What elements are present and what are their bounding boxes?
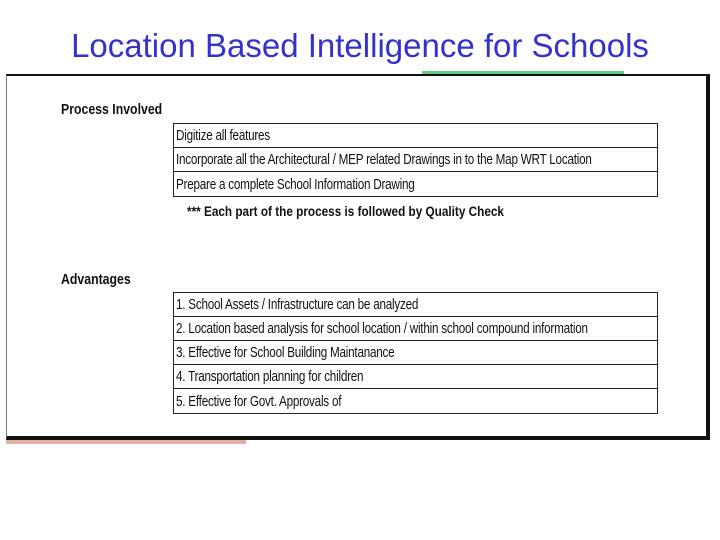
process-item: Prepare a complete School Information Drawing [176, 175, 415, 193]
advantage-item: 5. Effective for Govt. Approvals of [176, 392, 342, 410]
table-row [174, 172, 657, 196]
process-item: Incorporate all the Architectural / MEP related Drawings in to the Map WRT Location [176, 151, 592, 168]
process-heading: Process Involved [61, 101, 163, 118]
table-row [174, 124, 657, 148]
table-row [174, 293, 657, 317]
table-row [174, 341, 657, 365]
table-row [174, 389, 657, 413]
content-panel [6, 74, 710, 440]
advantage-item: 1. School Assets / Infrastructure can be analyzed [176, 296, 419, 313]
slide-title: Location Based Intelligence for Schools [71, 27, 649, 64]
advantage-item: 2. Location based analysis for school location / within school compound information [176, 320, 588, 337]
process-item: Digitize all features [176, 127, 270, 144]
advantages-table [173, 292, 658, 414]
table-row [174, 365, 657, 389]
quality-check-note: *** Each part of the process is followed by Quality Check [187, 203, 504, 219]
table-row [174, 148, 657, 172]
advantage-item: 3. Effective for School Building Maintanance [176, 344, 395, 361]
decorative-strip [6, 440, 246, 444]
advantages-heading: Advantages [61, 271, 131, 288]
advantage-item: 4. Transportation planning for children [176, 368, 364, 385]
process-table [173, 123, 658, 197]
table-row [174, 317, 657, 341]
